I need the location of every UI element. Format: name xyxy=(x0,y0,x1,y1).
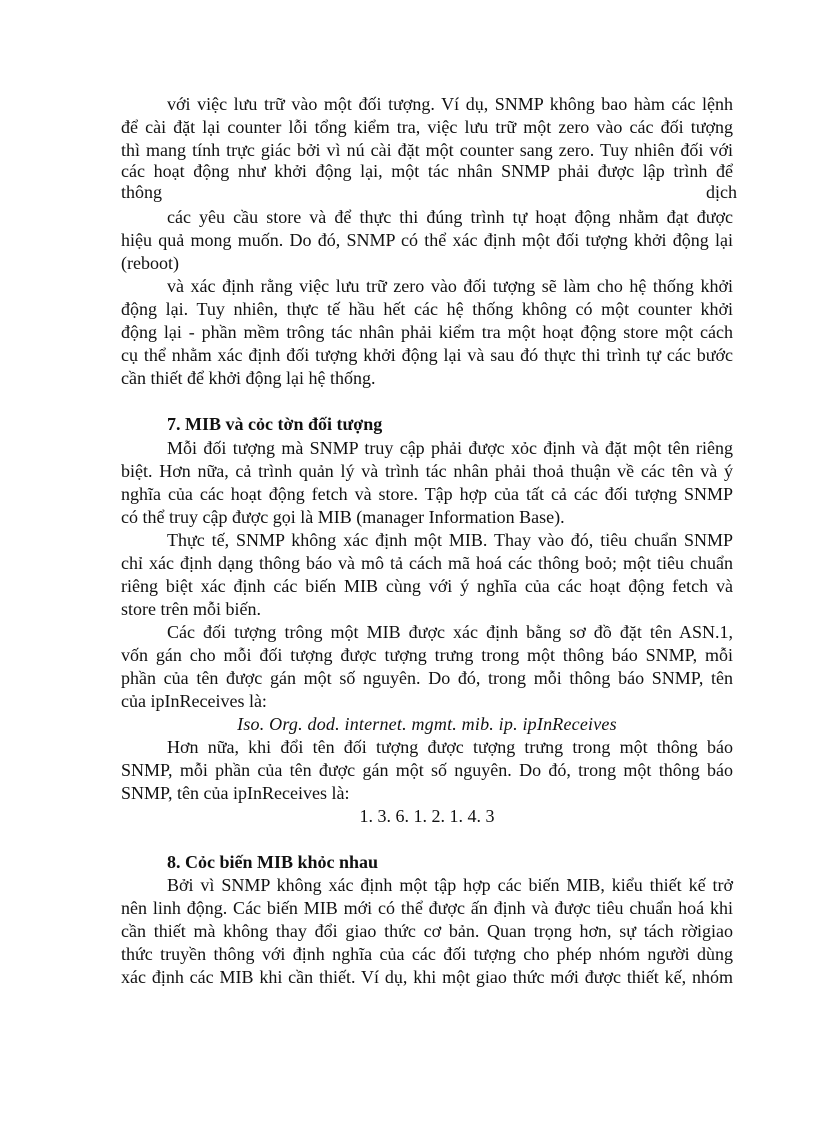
section-heading: 8. Cỏc biến MIB khỏc nhau xyxy=(167,852,379,872)
text-line: biệt. Hơn nữa, cả trình quản lý và trình tác nhân phải thoả thuận về các tên và ý xyxy=(121,461,733,481)
text-line: các yêu cầu store và để thực thi đúng trình tự hoạt động nhằm đạt được xyxy=(167,207,733,227)
text-line: có thể truy cập được gọi là MIB (manager Information Base). xyxy=(121,507,565,527)
text-line: vốn gán cho mỗi đối tượng được tượng trưng trong một thông báo SNMP, mỗi xyxy=(121,645,733,665)
text-line: thức truyền thông với định nghĩa của các đối tượng cho phép nhóm người dùng xyxy=(121,944,733,964)
text-line: động lại. Tuy nhiên, thực tế hầu hết các hệ thống không có một counter khởi xyxy=(121,299,733,319)
text-line: của ipInReceives là: xyxy=(121,691,267,711)
text-line: để cài đặt lại counter lỗi tổng kiểm tra, việc lưu trữ một zero vào các đối tượng xyxy=(121,117,733,137)
text-line: Thực tế, SNMP không xác định một MIB. Thay vào đó, tiêu chuẩn SNMP xyxy=(167,530,733,550)
text-line: store trên mỗi biến. xyxy=(121,599,261,619)
text-line: SNMP, tên của ipInReceives là: xyxy=(121,783,350,803)
text-line: nên linh động. Các biến MIB mới có thể được ấn định và được tiêu chuẩn hoá khi xyxy=(121,898,733,918)
text-line: phần của tên được gán một số nguyên. Do đó, trong mỗi thông báo SNMP, tên xyxy=(121,668,733,688)
text-line: và xác định rằng việc lưu trữ zero vào đối tượng sẽ làm cho hệ thống khởi xyxy=(167,276,733,296)
text-line: Mỗi đối tượng mà SNMP truy cập phải được xỏc định và đặt một tên riêng xyxy=(167,438,733,458)
text-line: động lại - phần mềm trông tác nhân phải kiểm tra một hoạt động store một cách xyxy=(121,322,733,342)
text-line: xác định các MIB khi cần thiết. Ví dụ, khi một giao thức mới được thiết kế, nhóm xyxy=(121,967,733,987)
text-line: riêng biệt xác định các biến MIB cùng với ý nghĩa của các hoạt động fetch và xyxy=(121,576,733,596)
text-line: thì mang tính trực giác bởi vì nú cài đặt một counter sang zero. Tuy nhiên đối với xyxy=(121,140,733,160)
text-line: SNMP, mỗi phần của tên được gán một số nguyên. Do đó, trong một thông báo xyxy=(121,760,733,780)
text-line: Các đối tượng trông một MIB được xác định bằng sơ đồ đặt tên ASN.1, xyxy=(167,622,733,642)
text-line: hiệu quả mong muốn. Do đó, SNMP có thể xác định một đối tượng khởi động lại xyxy=(121,230,733,250)
text-fragment: dịch xyxy=(706,182,737,202)
text-fragment: thông xyxy=(121,182,163,202)
section-heading: 7. MIB và cỏc tờn đối tượng xyxy=(167,414,383,434)
text-line: cần thiết mà không thay đổi giao thức cơ bản. Quan trọng hơn, sự tách rờigiao xyxy=(121,921,733,941)
text-line: với việc lưu trữ vào một đối tượng. Ví dụ, SNMP không bao hàm các lệnh xyxy=(167,94,733,114)
text-line: các hoạt động như khởi động lại, một tác nhân SNMP phải được lập trình để xyxy=(121,161,733,181)
text-line: (reboot) xyxy=(121,253,179,273)
text-line: nghĩa của các hoạt động fetch và store. Tập hợp của tất cả các đối tượng SNMP xyxy=(121,484,733,504)
text-line: chỉ xác định dạng thông báo và mô tả cách mã hoá các thông boỏ; một tiêu chuẩn xyxy=(121,553,733,573)
formula: Iso. Org. dod. internet. mgmt. mib. ip. ipInReceives xyxy=(237,714,617,734)
numeric-identifier: 1. 3. 6. 1. 2. 1. 4. 3 xyxy=(359,806,495,826)
text-line: cần thiết để khởi động lại hệ thống. xyxy=(121,368,376,388)
text-line: Hơn nữa, khi đổi tên đối tượng được tượng trưng trong một thông báo xyxy=(167,737,733,757)
text-line: Bởi vì SNMP không xác định một tập hợp các biến MIB, kiểu thiết kế trở xyxy=(167,875,733,895)
text-line: cụ thể nhằm xác định đối tượng khởi động lại và sau đó thực thi trình tự các bước xyxy=(121,345,733,365)
